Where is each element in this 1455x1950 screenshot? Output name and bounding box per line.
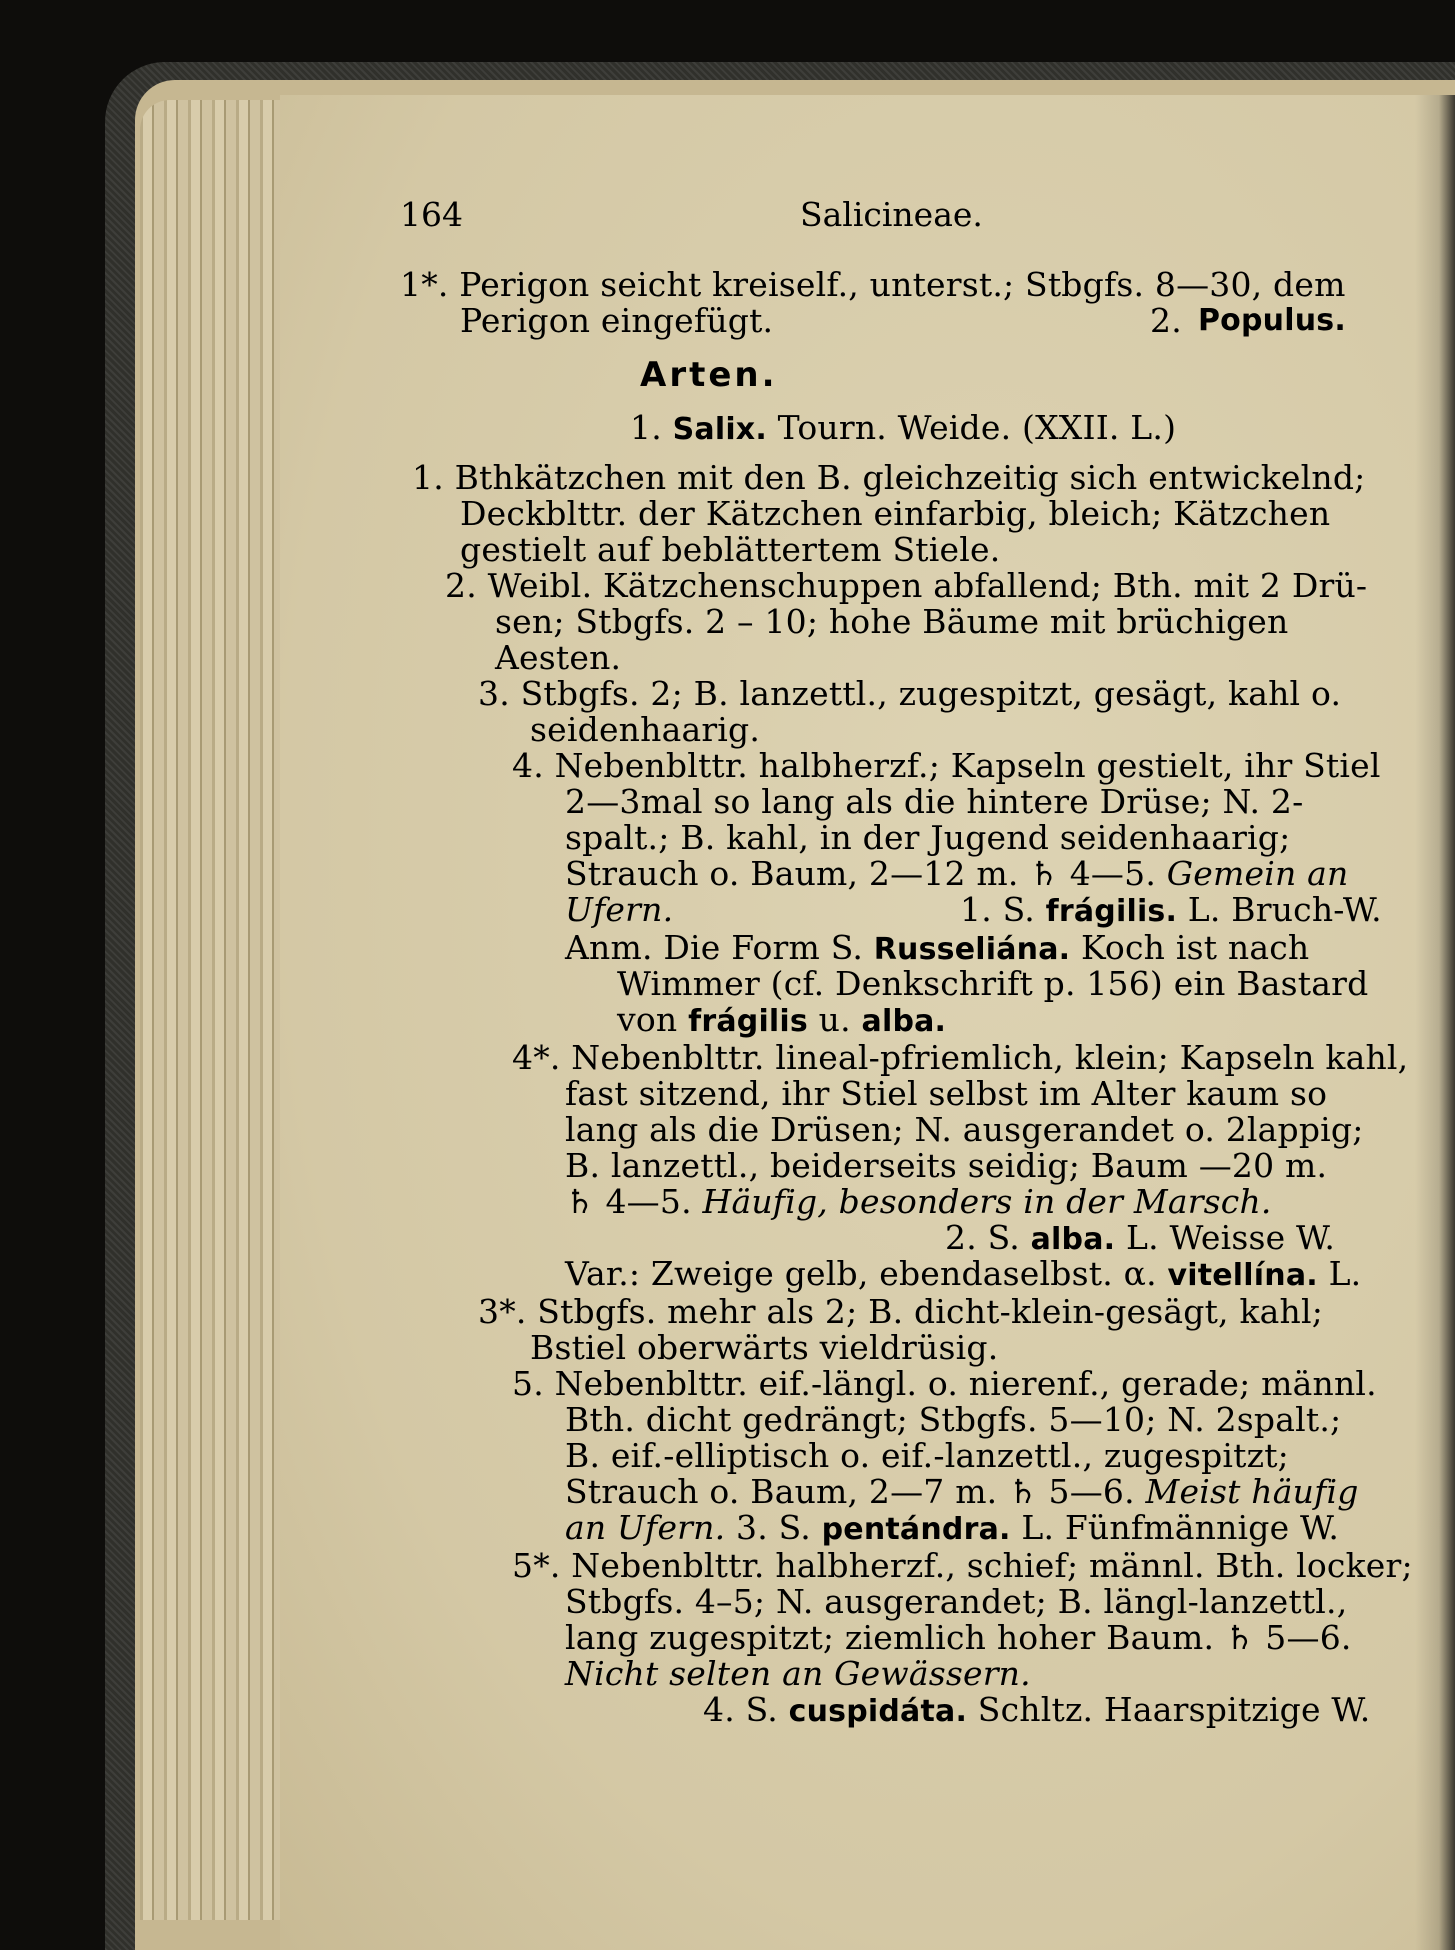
variety-line [565, 1256, 1361, 1294]
key-line: 3. Stbgfs. 2; B. lanzettl., zugespitzt, gesägt, kahl o. [478, 674, 1342, 713]
species-common-name: L. Bruch-W. [1187, 890, 1382, 929]
key-line [565, 1656, 1031, 1692]
key-line: fast sitzend, ihr Stiel selbst im Alter kaum so [565, 1074, 1328, 1113]
habitat-text: an Ufern. [565, 1508, 726, 1547]
note-text: Anm. Die Form S. [565, 928, 864, 967]
key-line: seidenhaarig. [530, 710, 761, 749]
genus-heading [630, 410, 1176, 448]
habitat-text: Nicht selten an Gewässern. [565, 1654, 1031, 1693]
variety-text: Var.: Zweige gelb, ebendaselbst. α. [565, 1254, 1157, 1293]
species-ref: 4. S. [703, 1690, 778, 1729]
species-ref: 1. S. [960, 890, 1035, 929]
key-line [565, 1184, 1272, 1220]
species-name: frágilis [688, 1004, 808, 1039]
key-text: Strauch o. Baum, 2—12 m. ♄ 4—5. [565, 854, 1157, 893]
key-line: 1*. Perigon seicht kreiself., unterst.; Stbgfs. 8—30, dem [400, 265, 1346, 304]
variety-name: vitellína. [1167, 1258, 1318, 1293]
key-line: 4. Nebenblttr. halbherzf.; Kapseln gestielt, ihr Stiel [512, 746, 1381, 785]
key-line: 3*. Stbgfs. mehr als 2; B. dicht-klein-gesägt, kahl; [478, 1292, 1324, 1331]
key-line: 5*. Nebenblttr. halbherzf., schief; männl. Bth. locker; [512, 1546, 1413, 1585]
key-line [565, 1474, 1359, 1510]
key-line: lang zugespitzt; ziemlich hoher Baum. ♄ 5—6. [565, 1618, 1352, 1657]
species-line [565, 890, 1382, 929]
species-common-name: Schltz. Haarspitzige W. [977, 1690, 1371, 1729]
page-edges [140, 100, 300, 1920]
key-text: Perigon eingefügt. [460, 301, 774, 340]
key-line: 2. Weibl. Kätzchenschuppen abfallend; Bth. mit 2 Drü- [445, 566, 1368, 605]
key-line: Bstiel oberwärts vieldrüsig. [530, 1328, 999, 1367]
key-line: B. lanzettl., beiderseits seidig; Baum —20 m. [565, 1146, 1328, 1185]
genus-ref: 2. [1150, 301, 1182, 340]
species-name: frágilis. [1045, 894, 1178, 929]
key-line [460, 303, 1360, 339]
key-line: B. eif.-elliptisch o. eif.-lanzettl., zugespitzt; [565, 1436, 1289, 1475]
habitat-text: Gemein an [1166, 854, 1349, 893]
key-line: Bth. dicht gedrängt; Stbgfs. 5—10; N. 2spalt.; [565, 1400, 1342, 1439]
note-text: u. [818, 1000, 851, 1039]
species-name: alba. [861, 1004, 947, 1039]
species-ref: 3. S. [736, 1508, 811, 1547]
genus-name: Salix. [672, 412, 767, 447]
species-name: alba. [1030, 1222, 1116, 1257]
section-heading: Arten. [640, 355, 778, 395]
key-line: spalt.; B. kahl, in der Jugend seidenhaarig; [565, 818, 1291, 857]
note-text: Koch ist nach [1080, 928, 1310, 967]
note-line [617, 1002, 946, 1040]
note-line: Wimmer (cf. Denkschrift p. 156) ein Bastard [617, 964, 1369, 1003]
species-line [945, 1220, 1335, 1258]
genus-name: Populus. [1198, 303, 1346, 338]
species-line [703, 1692, 1370, 1730]
species-common-name: L. Fünfmännige W. [1021, 1508, 1340, 1547]
habitat-text: Häufig, besonders in der Marsch. [702, 1182, 1272, 1221]
key-text: ♄ 4—5. [565, 1182, 692, 1221]
key-line: Deckblttr. der Kätzchen einfarbig, bleich; Kätzchen [460, 494, 1331, 533]
key-line: 2—3mal so lang als die hintere Drüse; N. 2- [565, 782, 1304, 821]
species-name: cuspidáta. [788, 1694, 968, 1729]
note-line [565, 930, 1309, 968]
habitat-text: Ufern. [565, 890, 674, 929]
key-line: gestielt auf beblättertem Stiele. [460, 530, 1001, 569]
key-line: sen; Stbgfs. 2 – 10; hohe Bäume mit brüchigen [495, 602, 1289, 641]
key-line: 4*. Nebenblttr. lineal-pfriemlich, klein; Kapseln kahl, [512, 1038, 1409, 1077]
page-number: 164 [400, 195, 463, 234]
key-line: 1. Bthkätzchen mit den B. gleichzeitig sich entwickelnd; [412, 458, 1366, 497]
species-name: Russeliána. [873, 932, 1071, 967]
genus-rest: Tourn. Weide. (XXII. L.) [777, 408, 1177, 447]
key-line: Aesten. [495, 638, 622, 677]
genus-number: 1. [630, 408, 662, 447]
habitat-text: Meist häufig [1145, 1472, 1359, 1511]
note-text: von [617, 1000, 678, 1039]
page-header-title: Salicineae. [800, 195, 983, 234]
key-text: Strauch o. Baum, 2—7 m. ♄ 5—6. [565, 1472, 1135, 1511]
key-line: 5. Nebenblttr. eif.-längl. o. nierenf., gerade; männl. [512, 1364, 1377, 1403]
species-line [565, 1510, 1339, 1548]
species-name: pentándra. [821, 1512, 1011, 1547]
species-ref: 2. S. [945, 1218, 1020, 1257]
species-common-name: L. Weisse W. [1125, 1218, 1336, 1257]
key-line [565, 856, 1348, 892]
key-line: Stbgfs. 4–5; N. ausgerandet; B. längl-lanzettl., [565, 1582, 1348, 1621]
page-gutter [1415, 95, 1455, 1950]
variety-author: L. [1328, 1254, 1362, 1293]
key-line: lang als die Drüsen; N. ausgerandet o. 2lappig; [565, 1110, 1364, 1149]
